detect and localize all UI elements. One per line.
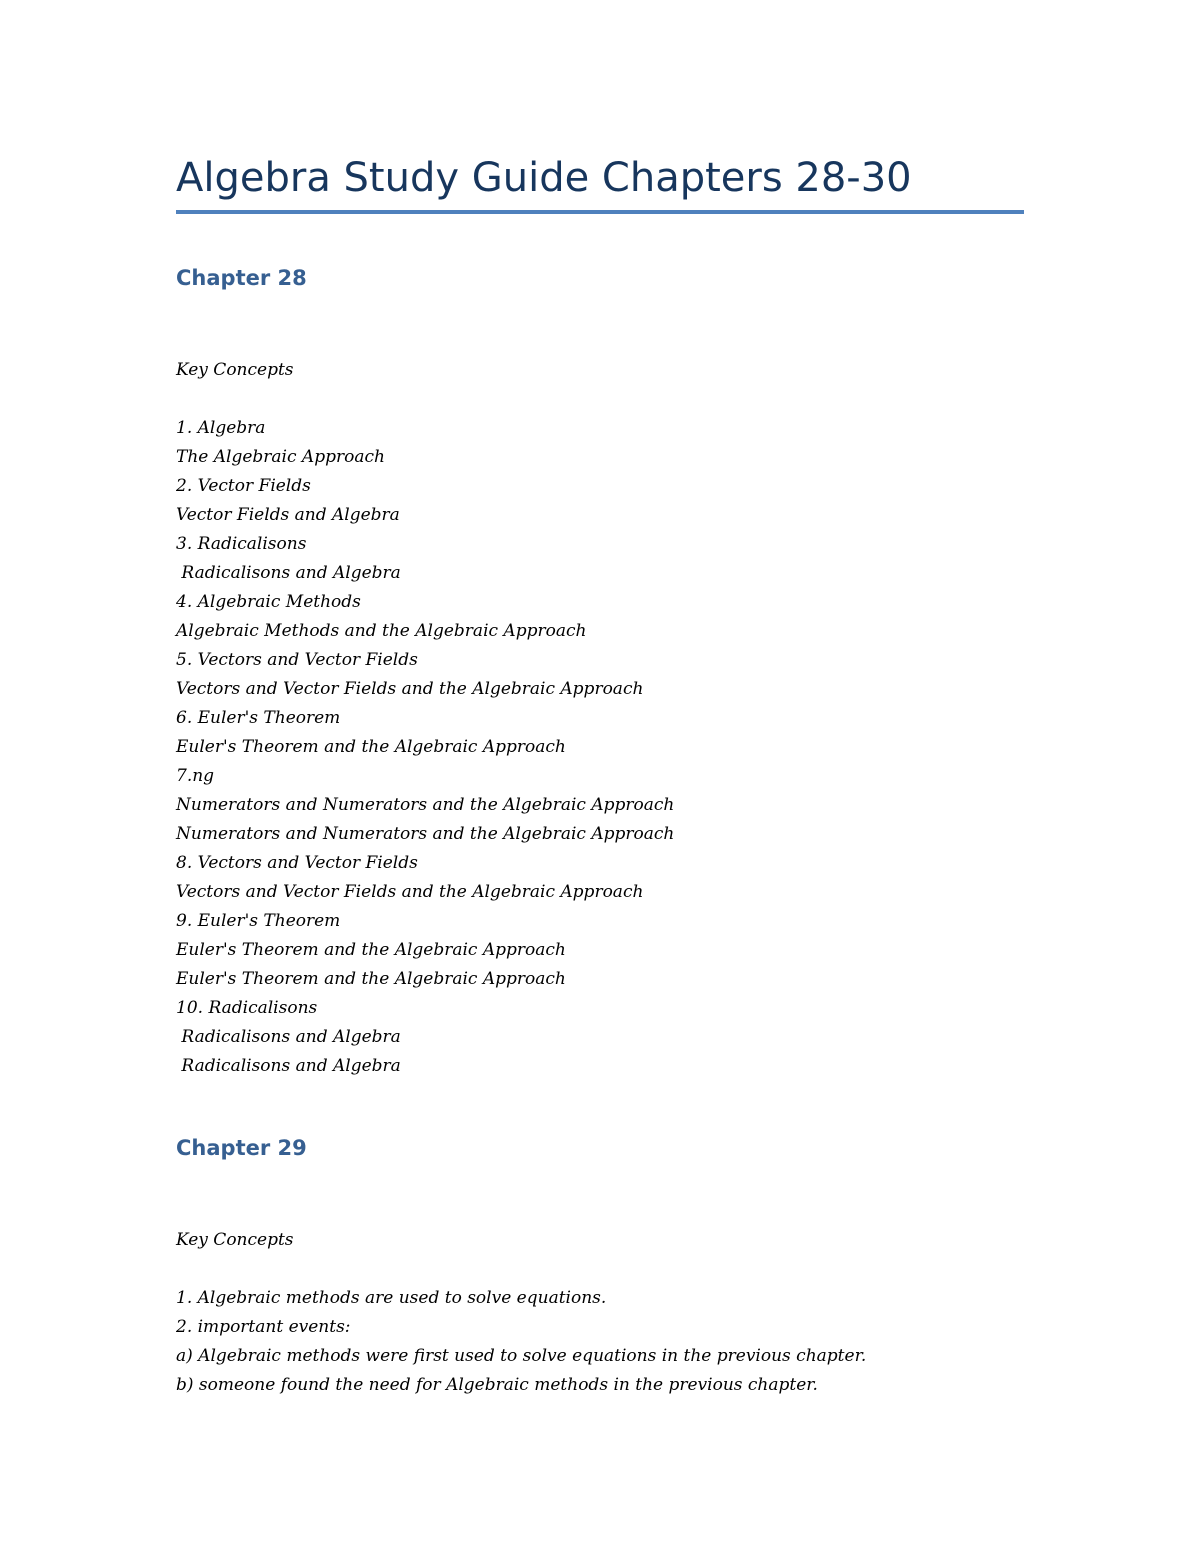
concept-line: Radicalisons and Algebra xyxy=(176,1056,401,1076)
concept-line: 9. Euler's Theorem xyxy=(176,911,341,931)
concept-line: Numerators and Numerators and the Algebraic Approach xyxy=(176,795,675,815)
concept-line: Euler's Theorem and the Algebraic Approach xyxy=(176,940,566,960)
concept-line: Euler's Theorem and the Algebraic Approach xyxy=(176,969,566,989)
concept-line: 5. Vectors and Vector Fields xyxy=(176,650,418,670)
concept-line: Vector Fields and Algebra xyxy=(176,505,400,525)
chapter-29-key-concepts xyxy=(176,1226,1036,1400)
concept-line: 8. Vectors and Vector Fields xyxy=(176,853,418,873)
concept-line: Radicalisons and Algebra xyxy=(176,563,401,583)
concept-line: 4. Algebraic Methods xyxy=(176,592,361,612)
title-underline-rule xyxy=(176,210,1024,214)
concept-line: 10. Radicalisons xyxy=(176,998,318,1018)
concept-line: Euler's Theorem and the Algebraic Approach xyxy=(176,737,566,757)
concept-line: 1. Algebra xyxy=(176,418,266,438)
chapter-29-heading: Chapter 29 xyxy=(176,1136,307,1160)
spacer xyxy=(176,1255,1036,1284)
spacer xyxy=(176,385,1036,414)
concept-line: Numerators and Numerators and the Algebraic Approach xyxy=(176,824,675,844)
concept-line: a) Algebraic methods were first used to solve equations in the previous chapter. xyxy=(176,1346,867,1366)
key-concepts-label: Key Concepts xyxy=(176,1230,294,1250)
concept-line: Vectors and Vector Fields and the Algebraic Approach xyxy=(176,679,644,699)
concept-line: 2. Vector Fields xyxy=(176,476,311,496)
key-concepts-label: Key Concepts xyxy=(176,360,294,380)
concept-line: 6. Euler's Theorem xyxy=(176,708,341,728)
concept-line: Algebraic Methods and the Algebraic Approach xyxy=(176,621,587,641)
concept-line: 1. Algebraic methods are used to solve equations. xyxy=(176,1288,607,1308)
chapter-28-key-concepts xyxy=(176,356,1036,1081)
page-title: Algebra Study Guide Chapters 28-30 xyxy=(176,155,912,201)
chapter-28-heading: Chapter 28 xyxy=(176,266,307,290)
concept-line: 3. Radicalisons xyxy=(176,534,307,554)
concept-line: b) someone found the need for Algebraic methods in the previous chapter. xyxy=(176,1375,818,1395)
concept-line: 7.ng xyxy=(176,766,215,786)
concept-line: 2. important events: xyxy=(176,1317,351,1337)
concept-line: Radicalisons and Algebra xyxy=(176,1027,401,1047)
concept-line: The Algebraic Approach xyxy=(176,447,385,467)
concept-line: Vectors and Vector Fields and the Algebraic Approach xyxy=(176,882,644,902)
